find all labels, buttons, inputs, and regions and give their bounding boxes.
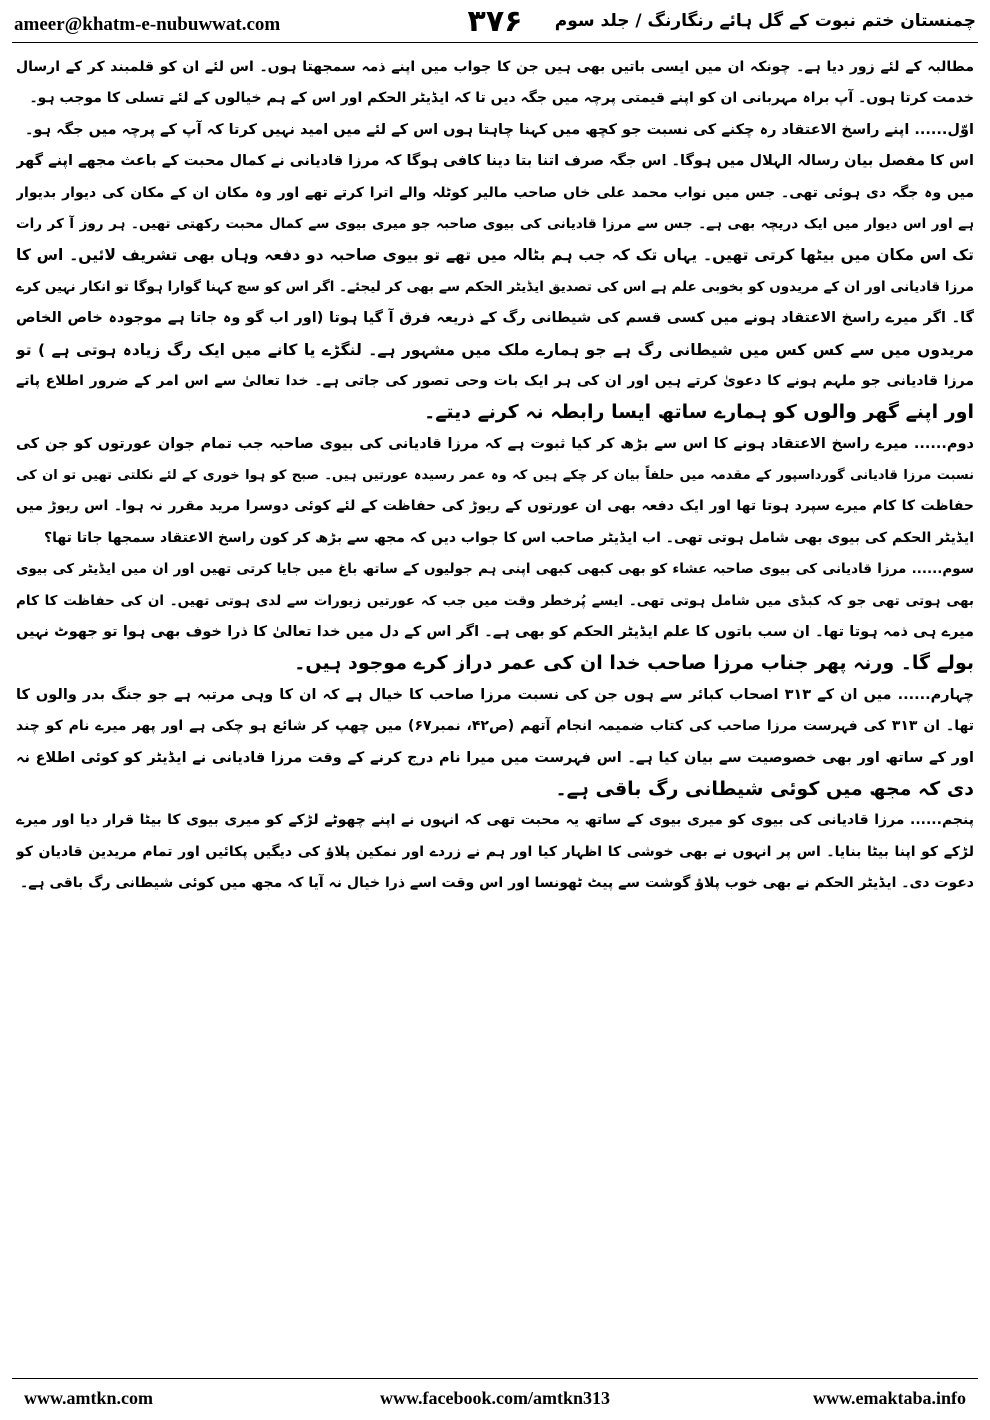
footer-link-facebook[interactable]: www.facebook.com/amtkn313: [380, 1388, 610, 1408]
body-line: چہارم...... میں ان کے ۳۱۳ اصحاب کبائر سے ہوں جن کی نسبت مرزا صاحب کا خیال ہے کہ ان کا وہی مرتبہ ہے جو جنگ بدر والوں کا: [16, 686, 974, 703]
body-line: ہے اور اس دیوار میں ایک دریچہ بھی ہے۔ جس سے مرزا قادیانی کی بیوی صاحبہ جو میری بیوی سے کمال محبت رکھتی تھیں۔ ہر روز آ کر رات: [16, 215, 974, 232]
body-line: سوم...... مرزا قادیانی کی بیوی صاحبہ عشاء کو بھی کبھی کبھی اپنی ہم جولیوں کے ساتھ باغ میں جایا کرتی تھیں اور ان میں ایڈیٹر کی بیوی: [16, 561, 974, 578]
body-line: اس کا مفصل بیان رسالہ الہلال میں ہوگا۔ اس جگہ صرف اتنا بتا دینا کافی ہوگا کہ مرزا قادیانی نے کمال محبت کے باعث مجھے اپنے گھر: [16, 153, 974, 170]
page-body: [16, 52, 974, 1370]
footer-divider: [12, 1378, 978, 1379]
body-line: مریدوں میں سے کس کس میں شیطانی رگ ہے جو ہمارے ملک میں مشہور ہے۔ لنگڑے یا کانے میں ایک رگ زیادہ ہوتی ہے ) تو: [16, 340, 974, 359]
body-line: بھی ہوتی تھی جو کہ کبڈی میں شامل ہوتی تھی۔ ایسے پُرخطر وقت میں جب کہ عورتیں زیورات سے لدی ہوتی تھیں۔ ان کی حفاظت کا کام: [16, 592, 974, 609]
body-line: اور کے ساتھ اور بھی خصوصیت سے بیان کیا ہے۔ اس فہرست میں میرا نام درج کرنے کے وقت مرزا قادیانی نے ایڈیٹر کو کوئی اطلاع نہ: [16, 749, 974, 766]
body-line: حفاظت کا کام میرے سپرد ہوتا تھا اور ایک دفعہ بھی ان عورتوں کے ریوڑ کی حفاظت کے لئے کوئی دوسرا مرید مقرر نہ ہوا۔ اس ریوڑ میں: [16, 498, 974, 515]
body-line: اوّل...... اپنے راسخ الاعتقاد رہ چکنے کی نسبت جو کچھ میں کہنا چاہتا ہوں اس کے لئے میں امید نہیں کرتا کہ آپ کے پرچہ میں جگہ ہو۔: [25, 121, 974, 138]
body-line: دوم...... میرے راسخ الاعتقاد ہونے کا اس سے بڑھ کر کیا ثبوت ہے کہ مرزا قادیانی کی بیوی صاحبہ جب تمام جوان عورتوں کو جن کی: [16, 435, 974, 452]
body-line: اور اپنے گھر والوں کو ہمارے ساتھ ایسا رابطہ نہ کرنے دیتے۔: [424, 401, 974, 424]
body-line: مرزا قادیانی اور ان کے مریدوں کو بخوبی علم ہے اس کی تصدیق ایڈیٹر الحکم سے بھی کر لیجئے۔ اگر اس کو سچ کہنا گوارا ہوگا تو انکار نہیں کرے: [16, 278, 974, 295]
body-line: بولے گا۔ ورنہ پھر جناب مرزا صاحب خدا ان کی عمر دراز کرے موجود ہیں۔: [294, 652, 974, 675]
page-number: ۳۷۶: [467, 4, 523, 39]
body-line: پنجم...... مرزا قادیانی کی بیوی کو میری بیوی کے ساتھ یہ محبت تھی کہ انہوں نے اپنے چھوٹے لڑکے کو میری بیوی کا بیٹا قرار دیا اور میرے: [16, 812, 974, 829]
book-title: چمنستان ختم نبوت کے گل ہائے رنگارنگ / جلد سوم: [554, 11, 976, 31]
body-line: مطالبہ کے لئے زور دیا ہے۔ چونکہ ان میں ایسی باتیں بھی ہیں جن کا جواب میں اپنے ذمہ سمجھتا ہوں۔ اس لئے ان کو قلمبند کر کے ارسال: [16, 59, 974, 75]
body-line: نسبت مرزا قادیانی گورداسپور کے مقدمہ میں حلفاً بیان کر چکے ہیں کہ وہ عمر رسیدہ عورتیں ہیں۔ صبح کو ہوا خوری کے لئے نکلتی تھیں تو ان کی: [16, 468, 974, 484]
body-line: دی کہ مجھ میں کوئی شیطانی رگ باقی ہے۔: [555, 777, 974, 800]
footer-link-emaktaba[interactable]: www.emaktaba.info: [812, 1388, 966, 1408]
body-line: گا۔ اگر میرے راسخ الاعتقاد ہونے میں کسی قسم کی شیطانی رگ کے ذریعہ فرق آ گیا ہوتا (اور اب گو وہ جاتا ہے موجودہ خاص الخاص: [16, 310, 974, 327]
page-header: [0, 0, 990, 44]
body-line: لڑکے کو اپنا بیٹا بنایا۔ اس پر انہوں نے بھی خوشی کا اظہار کیا اور ہم نے زردے اور نمکین پلاؤ کی دیگیں پکائیں اور تمام مریدین قادیان کو: [16, 843, 974, 860]
body-line: میں وہ جگہ دی ہوئی تھی۔ جس میں نواب محمد علی خاں صاحب مالیر کوٹلہ والے اترا کرتے تھے اور وہ مکان ان کے مکان کی دیوار بدیوار: [16, 184, 974, 201]
body-line: میرے ہی ذمہ ہوتا تھا۔ ان سب باتوں کا علم ایڈیٹر الحکم کو بھی ہے۔ اگر اس کے دل میں خدا تعالیٰ کا ذرا خوف بھی ہوا تو جھوٹ نہیں: [16, 624, 974, 641]
page-footer: [0, 1384, 990, 1414]
footer-link-amtkn[interactable]: www.amtkn.com: [24, 1388, 153, 1408]
body-line: ایڈیٹر الحکم کی بیوی بھی شامل ہوتی تھی۔ اب ایڈیٹر صاحب اس کا جواب دیں کہ مجھ سے بڑھ کر کون راسخ الاعتقاد سمجھا جاتا تھا؟: [43, 529, 974, 546]
body-line: دعوت دی۔ ایڈیٹر الحکم نے بھی خوب پلاؤ گوشت سے پیٹ ٹھونسا اور اس وقت اسے ذرا خیال نہ آیا کہ مجھ میں کوئی شیطانی رگ باقی ہے۔: [19, 875, 974, 892]
header-email[interactable]: ameer@khatm-e-nubuwwat.com: [14, 14, 281, 35]
body-line: تک اس مکان میں بیٹھا کرتی تھیں۔ یہاں تک کہ جب ہم بٹالہ میں تھے تو بیوی صاحبہ دو دفعہ وہاں بھی تشریف لائیں۔ اس کا: [16, 246, 974, 265]
body-line: تھا۔ ان ۳۱۳ کی فہرست مرزا صاحب کی کتاب ضمیمہ انجام آتھم (ص۴۲، نمبر۶۷) میں چھپ کر شائع ہو چکی ہے اور پھر میرے نام کو چند: [16, 718, 974, 735]
body-line: مرزا قادیانی جو ملہم ہونے کا دعویٰ کرتے ہیں اور ان کی ہر ایک بات وحی تصور کی جاتی ہے۔ خدا تعالیٰ سے اس امر کے ضرور اطلاع پاتے: [16, 372, 974, 389]
body-line: خدمت کرتا ہوں۔ آپ براہ مہربانی ان کو اپنے قیمتی پرچہ میں جگہ دیں تا کہ ایڈیٹر الحکم اور اس کے ہم خیالوں کے لئے تسلی کا موجب ہو۔: [29, 90, 974, 107]
header-divider: [12, 42, 978, 43]
